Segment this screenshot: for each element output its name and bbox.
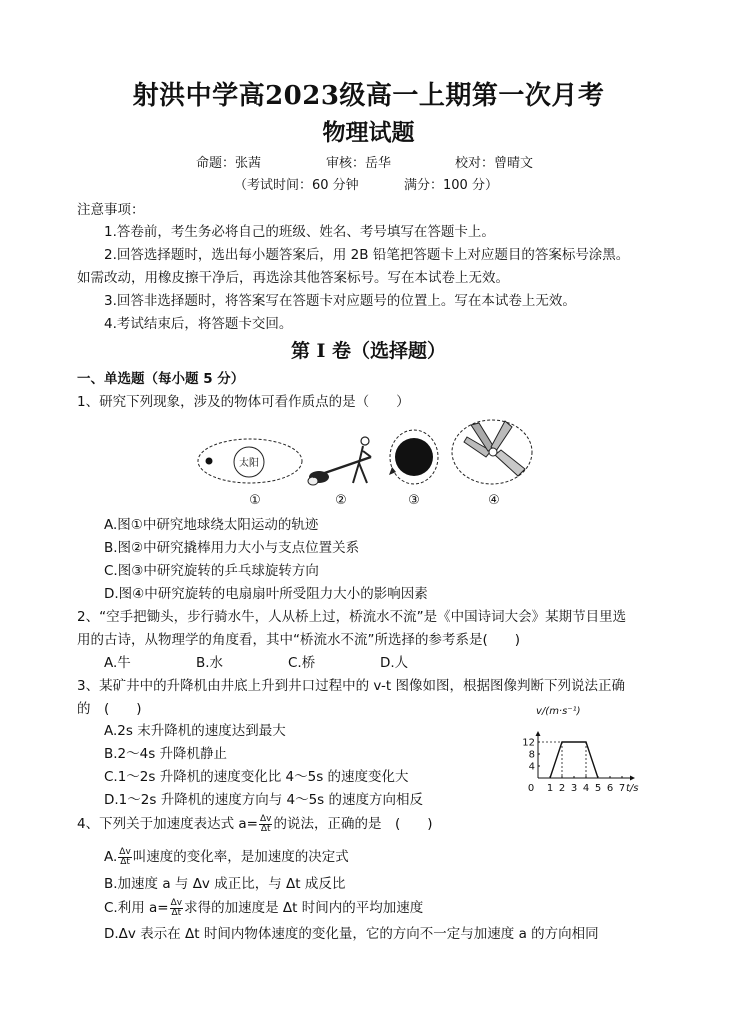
proofreader-label: 校对：曾晴文 [455,156,534,171]
exam-title: 射洪中学高2023级高一上期第一次月考 [132,81,605,111]
frac-denominator: Δt [260,823,271,834]
sun-label: 太阳 [239,458,259,469]
q4-option-b: B.加速度 a 与 Δv 成正比，与 Δt 成反比 [104,876,346,892]
x-axis-label: t/s [626,783,639,794]
y-tick-label: 8 [528,749,535,761]
notice-item: 3.回答非选择题时，将答案写在答题卡对应题号的位置上。写在本试卷上无效。 [104,293,576,309]
q4-option-a [104,845,349,867]
q4-option-c [104,896,423,918]
notice-item: 1.答卷前，考生务必将自己的班级、姓名、考号填写在答题卡上。 [104,224,495,240]
x-tick-label: 4 [582,783,590,794]
figure-label-1: ① [249,493,261,508]
q3-option-d: D.1～2s 升降机的速度方向与 4～5s 的速度方向相反 [104,792,423,808]
setter-label: 命题：张茜 [196,156,262,171]
frac-denominator: Δt [120,856,130,867]
q4-fraction [259,815,272,834]
q2-stem-line1: 2、“空手把锄头，步行骑水牛，人从桥上过，桥流水不流”是《中国诗词大会》某期节目里选 [77,609,627,625]
q4-stem-post: 的说法，正确的是 ( ) [273,816,433,832]
option-text-pre: C.利用 a= [104,900,169,916]
x-tick-label: 6 [606,783,614,794]
q2-option-d: D.人 [380,655,409,671]
q4-stem [77,812,433,834]
q4-option-d: D.Δv 表示在 Δt 时间内物体速度的变化量，它的方向不一定与加速度 a 的方向相同 [104,926,599,942]
q1-option-a: A.图①中研究地球绕太阳运动的轨迹 [104,517,319,533]
frac-numerator: Δv [119,846,131,857]
crowbar-line [313,457,371,477]
earth-dot [206,458,213,465]
q1-stem: 1、研究下列现象，涉及的物体可看作质点的是（ ） [77,394,410,410]
frac-denominator: Δt [171,907,182,918]
x-tick-label: 5 [594,783,602,794]
fan-blade [491,421,512,451]
q3-option-a: A.2s 末升降机的速度达到最大 [104,723,286,739]
q1-option-c: C.图③中研究旋转的乒乓球旋转方向 [104,563,319,579]
section-subtitle: 一、单选题（每小题 5 分） [77,371,245,387]
person-head [361,437,369,445]
figure-label-3: ③ [408,493,420,508]
option-text-post: 求得的加速度是 Δt 时间内的平均加速度 [184,900,424,916]
y-axis-label: v/(m·s⁻¹) [536,706,581,717]
option-letter: A. [104,849,118,865]
x-tick-label: 7 [618,783,626,794]
series-line [550,742,598,778]
q2-option-a: A.牛 [104,655,131,671]
q4-option-c-fraction [170,899,183,918]
x-tick-label: 2 [558,783,566,794]
q2-option-c: C.桥 [288,655,316,671]
y-tick-label: 12 [522,737,535,749]
q3-option-b: B.2～4s 升降机静止 [104,746,228,762]
q3-stem-line2: 的 ( ) [77,701,142,717]
subject-title: 物理试题 [322,119,415,146]
x-tick-label: 3 [570,783,578,794]
person-body [353,446,371,483]
exam-time: （考试时间：60 分钟 [234,178,359,193]
x-tick-label: 1 [546,783,554,794]
notice-item: 如需改动，用橡皮擦干净后，再选涂其他答案标号。写在本试卷上无效。 [77,270,509,286]
notice-item: 4.考试结束后，将答题卡交回。 [104,316,293,332]
frac-numerator: Δv [259,813,272,824]
frac-numerator: Δv [170,897,183,908]
y-axis-arrow [536,731,541,736]
figure-label-4: ④ [488,493,500,508]
notice-heading: 注意事项： [77,202,145,218]
q1-option-b: B.图②中研究撬棒用力大小与支点位置关系 [104,540,360,556]
x-axis-arrow [630,776,635,781]
section-title: 第 I 卷（选择题） [290,340,447,362]
fan-blade [495,450,525,476]
q1-option-d: D.图④中研究旋转的电扇扇叶所受阻力大小的影响因素 [104,586,428,602]
q3-option-c: C.1～2s 升降机的速度变化比 4～5s 的速度变化大 [104,769,409,785]
y-tick-label: 4 [528,761,535,773]
q1-figure [195,405,545,513]
reviewer-label: 审核：岳华 [326,156,392,171]
exam-score: 满分：100 分） [404,178,498,193]
q2-option-b: B.水 [196,655,224,671]
q3-stem-line1: 3、某矿井中的升降机由井底上升到井口过程中的 v-t 图像如图，根据图像判断下列说法正确 [77,678,625,694]
q2-stem-line2: 用的古诗，从物理学的角度看，其中“桥流水不流”所选择的参考系是( ) [77,632,521,648]
figure-label-2: ② [335,493,347,508]
x-tick-label: 0 [527,783,535,794]
pingpong-ball [395,438,433,476]
vt-chart [520,700,655,798]
q4-option-a-fraction [118,848,131,867]
option-text: 叫速度的变化率，是加速度的决定式 [132,849,349,865]
fan-hub [489,448,497,456]
q4-stem-pre: 4、下列关于加速度表达式 a= [77,816,258,832]
notice-item: 2.回答选择题时，选出每小题答案后，用 2B 铅笔把答题卡上对应题目的答案标号涂黑。 [104,247,630,263]
